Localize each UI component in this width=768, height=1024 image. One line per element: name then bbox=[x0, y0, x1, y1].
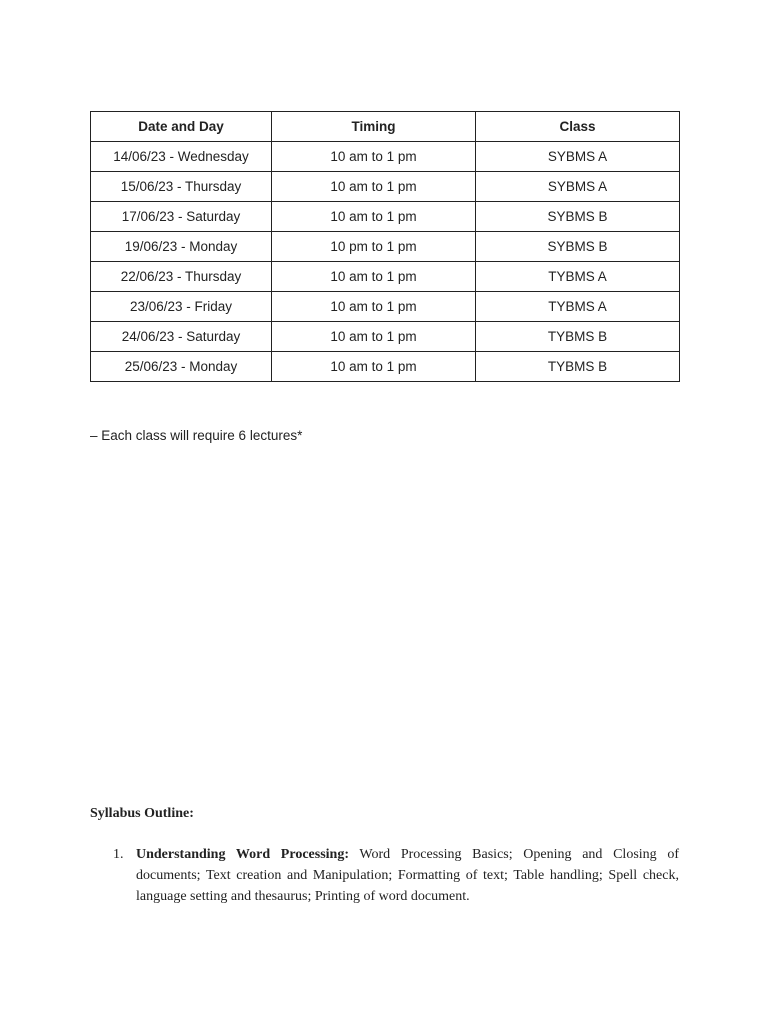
class-cell: TYBMS A bbox=[476, 262, 680, 292]
date-day-cell: 17/06/23 - Saturday bbox=[91, 202, 272, 232]
table-row bbox=[91, 232, 680, 262]
date-day-cell: 25/06/23 - Monday bbox=[91, 352, 272, 382]
table-row bbox=[91, 292, 680, 322]
table-header-row bbox=[91, 112, 680, 142]
table-row bbox=[91, 202, 680, 232]
date-day-cell: 15/06/23 - Thursday bbox=[91, 172, 272, 202]
class-cell: SYBMS B bbox=[476, 232, 680, 262]
syllabus-item-heading: Understanding Word Processing: bbox=[136, 847, 349, 862]
class-cell: SYBMS B bbox=[476, 202, 680, 232]
table-row bbox=[91, 172, 680, 202]
table-row bbox=[91, 262, 680, 292]
date-day-cell: 24/06/23 - Saturday bbox=[91, 322, 272, 352]
syllabus-item-number: 1. bbox=[113, 847, 124, 862]
class-cell: TYBMS B bbox=[476, 352, 680, 382]
column-header-class: Class bbox=[476, 112, 680, 142]
timing-cell: 10 am to 1 pm bbox=[272, 292, 476, 322]
table-row bbox=[91, 142, 680, 172]
timing-cell: 10 pm to 1 pm bbox=[272, 232, 476, 262]
class-cell: TYBMS A bbox=[476, 292, 680, 322]
timing-cell: 10 am to 1 pm bbox=[272, 172, 476, 202]
syllabus-section bbox=[90, 806, 679, 907]
syllabus-title: Syllabus Outline: bbox=[90, 806, 194, 821]
class-cell: SYBMS A bbox=[476, 172, 680, 202]
date-day-cell: 23/06/23 - Friday bbox=[91, 292, 272, 322]
lectures-note: – Each class will require 6 lectures* bbox=[90, 428, 303, 443]
timing-cell: 10 am to 1 pm bbox=[272, 322, 476, 352]
column-header-date-day: Date and Day bbox=[91, 112, 272, 142]
timing-cell: 10 am to 1 pm bbox=[272, 262, 476, 292]
table-row bbox=[91, 352, 680, 382]
date-day-cell: 22/06/23 - Thursday bbox=[91, 262, 272, 292]
syllabus-item bbox=[90, 844, 679, 907]
timing-cell: 10 am to 1 pm bbox=[272, 142, 476, 172]
syllabus-item-text: Word Processing Basics; Opening and Closing of documents; Text creation and Manipulation; Formatting of text; Table handling; Spell check, language setting and thesaurus; Printing of word document. bbox=[136, 847, 679, 904]
timing-cell: 10 am to 1 pm bbox=[272, 202, 476, 232]
class-cell: TYBMS B bbox=[476, 322, 680, 352]
schedule-table bbox=[90, 111, 680, 382]
class-cell: SYBMS A bbox=[476, 142, 680, 172]
timing-cell: 10 am to 1 pm bbox=[272, 352, 476, 382]
date-day-cell: 19/06/23 - Monday bbox=[91, 232, 272, 262]
date-day-cell: 14/06/23 - Wednesday bbox=[91, 142, 272, 172]
column-header-timing: Timing bbox=[272, 112, 476, 142]
table-row bbox=[91, 322, 680, 352]
